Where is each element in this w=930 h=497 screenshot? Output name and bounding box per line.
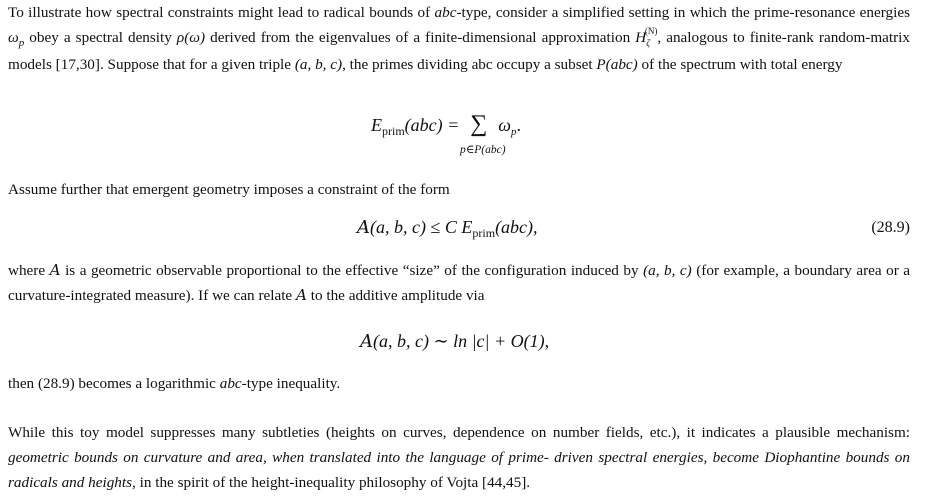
equation-number: (28.9)	[871, 219, 910, 236]
triple: (a, b, c)	[294, 56, 343, 73]
text: of the spectrum with total energy	[637, 56, 843, 73]
italic-emphasis: geometric bounds on curvature and area, when translated into the language of prime- driven spectral energies, become Diophantine bounds on radicals and heights	[8, 449, 910, 491]
text: , the primes dividing abc occupy a subset	[342, 56, 597, 73]
summation-index: p∈P(abc)	[460, 144, 506, 156]
text: abc	[434, 4, 457, 21]
equation-28-9: A(a, b, c) ≤ C $E_{prim}(abc)$,	[357, 217, 538, 240]
rho-symbol: ρ(ω)	[176, 29, 206, 46]
paragraph-geometric-observable: where A is a geometric observable proportional to the effective “size” of the configuration induced by (a, b, c) (for example, a boundary area or a curvature-integrated measure). If we can relate A to the additive amplitude via	[8, 261, 911, 304]
text: , analogous to finite-rank random-matrix models [17,30]. Suppose that for a given triple	[8, 29, 910, 73]
text: -type, consider a simplified setting in which the prime-resonance energies	[456, 4, 910, 21]
summation-operator: ∑ p∈P(abc)	[464, 114, 494, 136]
paragraph-assume: Assume further that emergent geometry imposes a constraint of the form	[8, 181, 450, 198]
paragraph-conclusion: While this toy model suppresses many subtleties (heights on curves, dependence on number fields, etc.), it indicates a plausible mechanism: geometric bounds on curvature and area, when translated into the language of prime- driven spectral energies, become Diophantine bounds on radicals and heights, in the spirit of the height-inequality philosophy of Vojta [44,45].	[8, 424, 910, 491]
text: obey a spectral density	[24, 29, 177, 46]
paragraph-intro	[8, 0, 910, 77]
text: derived from the eigenvalues of a finite-dimensional approximation	[205, 29, 636, 46]
equation-energy-sum: $E_{prim}(abc)$ = ∑ p∈P(abc) $\omega_p$.	[371, 114, 521, 136]
hamiltonian-symbol: $H_\zeta^{(N)}$	[635, 26, 658, 48]
prime-subset: P(abc)	[596, 56, 638, 73]
paragraph-then: then (28.9) becomes a logarithmic abc-type inequality.	[8, 375, 341, 392]
text: To illustrate how spectral constraints might lead to radical bounds of	[8, 4, 435, 21]
equation-amplitude: A(a, b, c) ∼ ln |c| + O(1),	[360, 331, 550, 352]
omega-symbol: $\omega_p$	[8, 29, 25, 49]
